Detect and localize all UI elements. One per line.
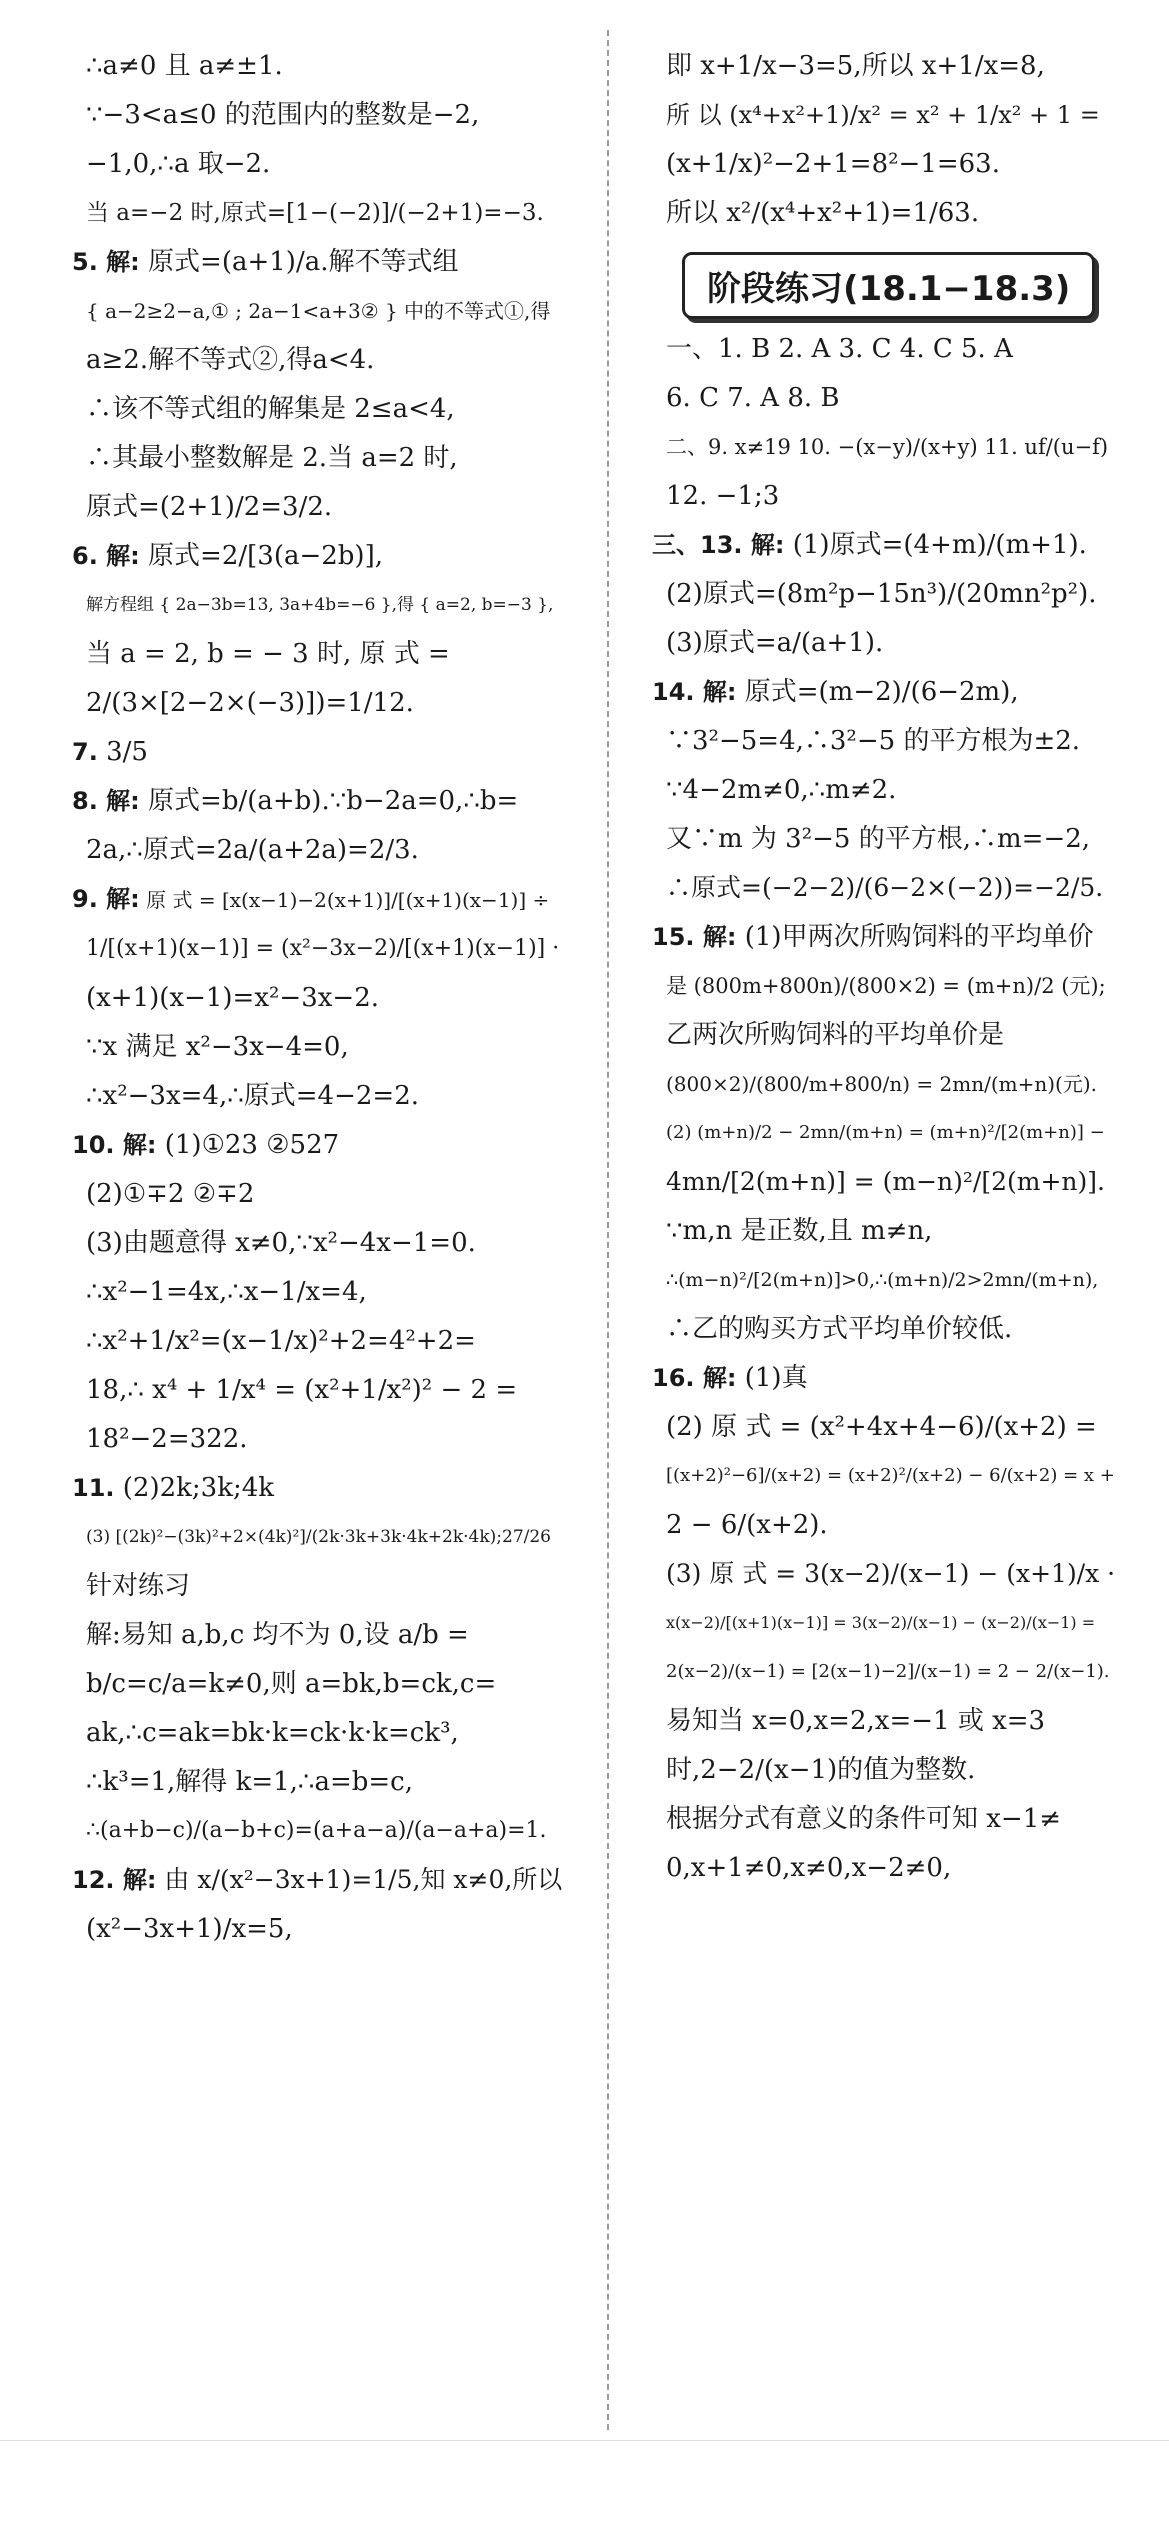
solution-line	[652, 725, 1117, 757]
line-text: −1,0,∴a 取−2.	[86, 149, 271, 179]
line-text: (3)由题意得 x≠0,∵x²−4x−1=0.	[86, 1228, 476, 1258]
solution-line	[72, 99, 562, 131]
solution-line	[72, 1178, 562, 1210]
solution-line	[652, 1509, 1117, 1541]
solution-line	[72, 1374, 562, 1406]
line-text: ∴x²−3x=4,∴原式=4−2=2.	[86, 1081, 419, 1111]
question-number: 5. 解:	[72, 248, 140, 276]
solution-line	[652, 197, 1117, 229]
solution-line	[72, 1570, 562, 1602]
solution-line	[72, 148, 562, 180]
line-text: 解:易知 a,b,c 均不为 0,设 a/b =	[86, 1620, 469, 1650]
solution-line	[72, 1766, 562, 1798]
line-text: 乙两次所购饲料的平均单价是	[666, 1020, 1005, 1050]
line-text: 12. −1;3	[666, 481, 780, 511]
solution-line	[652, 1607, 1117, 1639]
solution-line	[72, 1129, 562, 1161]
solution-line	[652, 333, 1117, 365]
line-text: { a−2≥2−a,① ; 2a−1<a+3② } 中的不等式①,得	[86, 299, 551, 323]
line-text: (2) (m+n)/2 − 2mn/(m+n) = (m+n)²/[2(m+n)] −	[666, 1122, 1105, 1143]
solution-line	[652, 1754, 1117, 1786]
line-text: 4mn/[2(m+n)] = (m−n)²/[2(m+n)].	[666, 1167, 1105, 1196]
line-text: ∴(a+b−c)/(a−b+c)=(a+a−a)/(a−a+a)=1.	[86, 1818, 547, 1843]
solution-line	[72, 834, 562, 866]
solution-line	[652, 1264, 1117, 1296]
solution-line	[652, 1411, 1117, 1443]
line-text: ∴k³=1,解得 k=1,∴a=b=c,	[86, 1767, 414, 1797]
solution-line	[652, 148, 1117, 180]
solution-line	[72, 1080, 562, 1112]
solution-line	[652, 1362, 1117, 1394]
solution-line	[72, 295, 562, 327]
solution-line	[72, 1913, 562, 1945]
solution-line	[72, 50, 562, 82]
line-text: 二、9. x≠19 10. −(x−y)/(x+y) 11. uf/(u−f)	[666, 435, 1109, 459]
question-number: 16. 解:	[652, 1364, 737, 1392]
line-text: 18,∴ x⁴ + 1/x⁴ = (x²+1/x²)² − 2 =	[86, 1375, 518, 1405]
line-text: ∴该不等式组的解集是 2≤a<4,	[86, 394, 455, 424]
line-text: 根据分式有意义的条件可知 x−1≠	[666, 1804, 1062, 1834]
line-text: 时,2−2/(x−1)的值为整数.	[666, 1755, 976, 1785]
line-text: (x+1)(x−1)=x²−3x−2.	[86, 983, 380, 1013]
line-text: ak,∴c=ak=bk·k=ck·k·k=ck³,	[86, 1718, 459, 1748]
line-text: 2a,∴原式=2a/(a+2a)=2/3.	[86, 835, 419, 865]
line-text: 0,x+1≠0,x≠0,x−2≠0,	[666, 1853, 952, 1883]
solution-line	[72, 1619, 562, 1651]
solution-line	[72, 1864, 562, 1896]
solution-line	[652, 1215, 1117, 1247]
line-text: ∴原式=(−2−2)/(6−2×(−2))=−2/5.	[666, 873, 1104, 902]
solution-line	[652, 1166, 1117, 1198]
solution-line	[652, 50, 1117, 82]
solution-line	[72, 785, 562, 817]
right-column	[652, 50, 1117, 1901]
line-text: 解方程组 { 2a−3b=13, 3a+4b=−6 },得 { a=2, b=−3 },	[86, 595, 554, 615]
line-text: 原 式 = [x(x−1)−2(x+1)]/[(x+1)(x−1)] ÷	[146, 888, 550, 912]
solution-line	[72, 1227, 562, 1259]
solution-line	[72, 1521, 562, 1553]
left-column	[72, 50, 562, 1962]
line-text: (2)①∓2 ②∓2	[86, 1179, 255, 1209]
line-text: 所以 x²/(x⁴+x²+1)=1/63.	[666, 198, 980, 228]
line-text: ∴a≠0 且 a≠±1.	[86, 51, 283, 81]
line-text: 原式=(2+1)/2=3/2.	[86, 492, 333, 522]
line-text: (2)2k;3k;4k	[122, 1473, 275, 1503]
line-text: 3/5	[106, 737, 148, 767]
line-text: a≥2.解不等式②,得a<4.	[86, 345, 375, 375]
solution-line	[72, 344, 562, 376]
solution-line	[652, 578, 1117, 610]
line-text: ∵m,n 是正数,且 m≠n,	[666, 1216, 933, 1246]
solution-line	[652, 676, 1117, 708]
solution-line	[72, 982, 562, 1014]
line-text: 原式=b/(a+b).∵b−2a=0,∴b=	[148, 786, 519, 816]
line-text: 原式=(a+1)/a.解不等式组	[148, 247, 459, 277]
solution-line	[652, 872, 1117, 904]
line-text: 当 a=−2 时,原式=[1−(−2)]/(−2+1)=−3.	[86, 200, 544, 226]
solution-line	[72, 442, 562, 474]
solution-line	[72, 1423, 562, 1455]
line-text: 2(x−2)/(x−1) = [2(x−1)−2]/(x−1) = 2 − 2/(x−1).	[666, 1661, 1110, 1682]
line-text: 由 x/(x²−3x+1)=1/5,知 x≠0,所以	[164, 1865, 563, 1894]
question-number: 8. 解:	[72, 787, 140, 815]
continued-solution	[652, 50, 1117, 229]
line-text: (800×2)/(800/m+800/n) = 2mn/(m+n)(元).	[666, 1072, 1097, 1096]
line-text: [(x+2)²−6]/(x+2) = (x+2)²/(x+2) − 6/(x+2) = x +	[666, 1465, 1115, 1486]
solution-line	[72, 1717, 562, 1749]
solution-line	[652, 1558, 1117, 1590]
line-text: (x+1/x)²−2+1=8²−1=63.	[666, 149, 1000, 179]
line-text: (3) 原 式 = 3(x−2)/(x−1) − (x+1)/x ·	[666, 1559, 1116, 1588]
solution-line	[652, 1656, 1117, 1688]
solution-line	[72, 393, 562, 425]
solution-line	[652, 1705, 1117, 1737]
solution-line	[72, 540, 562, 572]
solution-line	[652, 921, 1117, 953]
solution-line	[652, 627, 1117, 659]
line-text: (3) [(2k)²−(3k)²+2×(4k)²]/(2k·3k+3k·4k+2k·4k);27/26	[86, 1527, 552, 1547]
question-number: 14. 解:	[652, 678, 737, 706]
question-number: 三、13. 解:	[652, 531, 785, 559]
solution-line	[652, 1117, 1117, 1149]
solution-line	[72, 736, 562, 768]
question-number: 10. 解:	[72, 1131, 157, 1159]
line-text: 2/(3×[2−2×(−3)])=1/12.	[86, 688, 414, 718]
line-text: 18²−2=322.	[86, 1424, 248, 1454]
line-text: 一、1. B 2. A 3. C 4. C 5. A	[666, 334, 1013, 364]
question-number: 11.	[72, 1474, 115, 1502]
line-text: x(x−2)/[(x+1)(x−1)] = 3(x−2)/(x−1) − (x−2)/(x−1) =	[666, 1613, 1096, 1632]
answer-list	[652, 333, 1117, 1884]
solution-line	[72, 246, 562, 278]
solution-line	[72, 1668, 562, 1700]
solution-line	[652, 480, 1117, 512]
solution-line	[72, 933, 562, 965]
line-text: b/c=c/a=k≠0,则 a=bk,b=ck,c=	[86, 1669, 497, 1699]
question-number: 15. 解:	[652, 923, 737, 951]
line-text: 即 x+1/x−3=5,所以 x+1/x=8,	[666, 51, 1045, 81]
solution-line	[652, 382, 1117, 414]
line-text: 易知当 x=0,x=2,x=−1 或 x=3	[666, 1706, 1046, 1736]
line-text: (2)原式=(8m²p−15n³)/(20mn²p²).	[666, 579, 1097, 609]
solution-line	[652, 774, 1117, 806]
solution-line	[72, 197, 562, 229]
line-text: ∵4−2m≠0,∴m≠2.	[666, 775, 897, 805]
line-text: (x²−3x+1)/x=5,	[86, 1914, 293, 1944]
solution-line	[72, 1815, 562, 1847]
question-number: 7.	[72, 738, 98, 766]
solution-line	[652, 970, 1117, 1002]
solution-line	[652, 1313, 1117, 1345]
line-text: (1)原式=(4+m)/(m+1).	[792, 530, 1087, 560]
solution-line	[652, 1803, 1117, 1835]
question-number: 12. 解:	[72, 1866, 157, 1894]
line-text: ∴乙的购买方式平均单价较低.	[666, 1314, 1013, 1344]
solution-line	[652, 1068, 1117, 1100]
column-divider	[607, 30, 609, 2430]
line-text: 针对练习	[86, 1571, 191, 1601]
solution-line	[72, 638, 562, 670]
line-text: 1/[(x+1)(x−1)] = (x²−3x−2)/[(x+1)(x−1)] ·	[86, 936, 560, 961]
solution-line	[652, 99, 1117, 131]
line-text: 原式=2/[3(a−2b)],	[148, 541, 383, 571]
line-text: (1)甲两次所购饲料的平均单价	[744, 922, 1094, 952]
bottom-rule	[0, 2440, 1169, 2441]
line-text: (1)①23 ②527	[164, 1130, 340, 1160]
solution-line	[72, 687, 562, 719]
line-text: ∴x²+1/x²=(x−1/x)²+2=4²+2=	[86, 1326, 476, 1356]
solution-line	[72, 589, 562, 621]
question-number: 6. 解:	[72, 542, 140, 570]
solution-line	[72, 1472, 562, 1504]
solution-line	[652, 529, 1117, 561]
line-text: ∵−3<a≤0 的范围内的整数是−2,	[86, 100, 480, 130]
line-text: ∴(m−n)²/[2(m+n)]>0,∴(m+n)/2>2mn/(m+n),	[666, 1269, 1099, 1291]
line-text: ∴其最小整数解是 2.当 a=2 时,	[86, 443, 458, 473]
solution-line	[652, 431, 1117, 463]
solution-line	[72, 491, 562, 523]
solution-line	[72, 1276, 562, 1308]
solution-line	[652, 1852, 1117, 1884]
line-text: 所 以 (x⁴+x²+1)/x² = x² + 1/x² + 1 =	[666, 101, 1100, 129]
line-text: 又∵m 为 3²−5 的平方根,∴m=−2,	[666, 824, 1091, 854]
line-text: (1)真	[744, 1363, 808, 1393]
question-number: 9. 解:	[72, 885, 140, 913]
line-text: 当 a = 2, b = − 3 时, 原 式 =	[86, 639, 450, 669]
line-text: ∵3²−5=4,∴3²−5 的平方根为±2.	[666, 726, 1081, 756]
line-text: 原式=(m−2)/(6−2m),	[744, 677, 1019, 707]
solution-line	[72, 1031, 562, 1063]
solution-line	[652, 823, 1117, 855]
section-banner: 阶段练习(18.1−18.3)	[682, 252, 1095, 319]
solution-line	[72, 883, 562, 916]
solution-line	[652, 1460, 1117, 1492]
line-text: (3)原式=a/(a+1).	[666, 628, 884, 658]
line-text: 是 (800m+800n)/(800×2) = (m+n)/2 (元);	[666, 974, 1106, 998]
solution-line	[652, 1019, 1117, 1051]
line-text: 2 − 6/(x+2).	[666, 1510, 828, 1540]
line-text: (2) 原 式 = (x²+4x+4−6)/(x+2) =	[666, 1412, 1097, 1442]
solution-line	[72, 1325, 562, 1357]
line-text: ∵x 满足 x²−3x−4=0,	[86, 1032, 349, 1062]
line-text: ∴x²−1=4x,∴x−1/x=4,	[86, 1277, 367, 1307]
line-text: 6. C 7. A 8. B	[666, 383, 840, 413]
